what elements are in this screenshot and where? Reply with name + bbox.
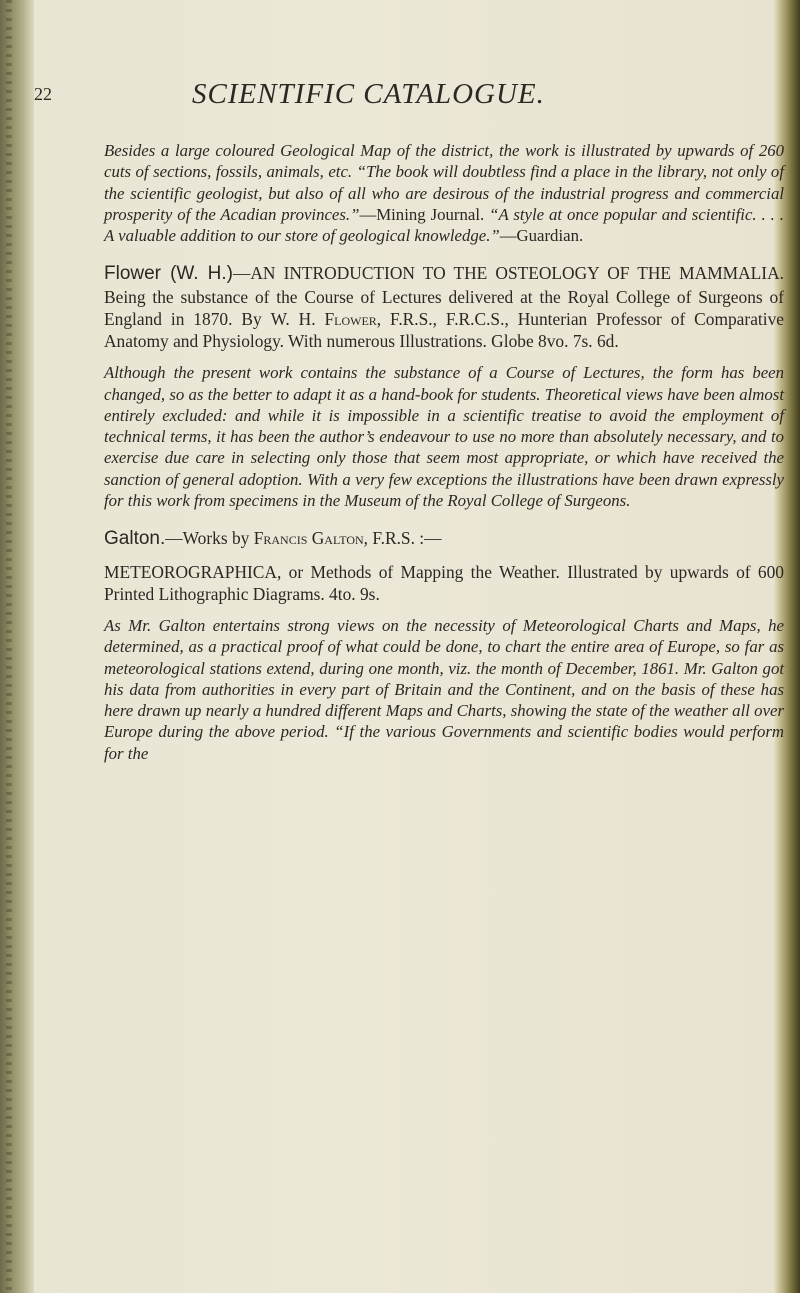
catalogue-entry-galton <box>104 527 784 550</box>
entry-intro: —Works by <box>165 528 254 549</box>
catalogue-entry-flower <box>104 262 784 352</box>
book-page <box>34 0 785 1293</box>
entry-intro-continued: , F.R.S. :— <box>363 528 442 549</box>
review-text-1: Besides a large coloured Geological Map of the district, the work is illustrated by upwards of 260 cuts of sections, fossils, animals, etc. “The book will doubtless find a place in the library, not only of the scientific geologist, but also of all who are desirous of the industrial progress and commercial prosperity of the Acadian provinces.” <box>104 141 784 224</box>
page-number: 22 <box>34 84 52 104</box>
page-title: SCIENTIFIC CATALOGUE. <box>192 78 545 110</box>
entry-work: METEOROGRAPHICA, or Methods of Mapping the Weather. Illustrated by upwards of 600 Printed Lithographic Diagrams. 4to. 9s. <box>104 561 784 604</box>
review-source-1: —Mining Journal. <box>359 204 485 224</box>
review-paragraph <box>104 140 784 246</box>
entry-by-name: W. H. Flower <box>270 308 377 329</box>
entry-description: Although the present work contains the substance of a Course of Lectures, the form has been changed, so as the better to adapt it as a hand-book for students. Theoretical views have been almost entirely excluded: and while it is impossible in a scientific treatise to avoid the employment of technical terms, it has been the author’s endeavour to use no more than absolutely necessary, and to exercise due care in selecting only those that seem most appropriate, or which have received the sanction of general adoption. With a very few exceptions the illustrations have been drawn expressly for this work from specimens in the Museum of the Royal College of Surgeons. <box>104 363 784 511</box>
review-text-2: “A style at once popular and scientific. . . . A valuable addition to our store of geological knowledge.” <box>104 204 784 246</box>
entry-author: Galton. <box>104 528 166 550</box>
catalogue-text <box>104 140 784 764</box>
running-head <box>34 78 774 118</box>
binding-gutter-left <box>0 0 34 1293</box>
entry-by-name: Francis Galton <box>253 528 364 549</box>
entry-title: —AN INTRODUCTION TO THE OSTEOLOGY OF THE MAMMALIA. Being the substance of the Course of Lectures delivered at the Royal College of Surgeons of England in 1870. By <box>104 263 785 329</box>
entry-author: Flower (W. H.) <box>104 263 233 285</box>
entry-title-continued: , F.R.S., F.R.C.S., Hunterian Professor of Comparative Anatomy and Physiology. With numerous Illustrations. Globe 8vo. 7s. 6d. <box>104 308 784 352</box>
review-source-2: —Guardian. <box>499 226 584 246</box>
entry-description: As Mr. Galton entertains strong views on the necessity of Meteorological Charts and Maps, he determined, as a practical proof of what could be done, to chart the entire area of Europe, so far as meteorological stations extend, during one month, viz. the month of December, 1861. Mr. Galton got his data from authorities in every part of Britain and the Continent, and on the basis of these has here drawn up nearly a hundred different Maps and Charts, showing the state of the weather all over Europe during the above period. “If the various Governments and scientific bodies would perform for the <box>104 615 784 763</box>
